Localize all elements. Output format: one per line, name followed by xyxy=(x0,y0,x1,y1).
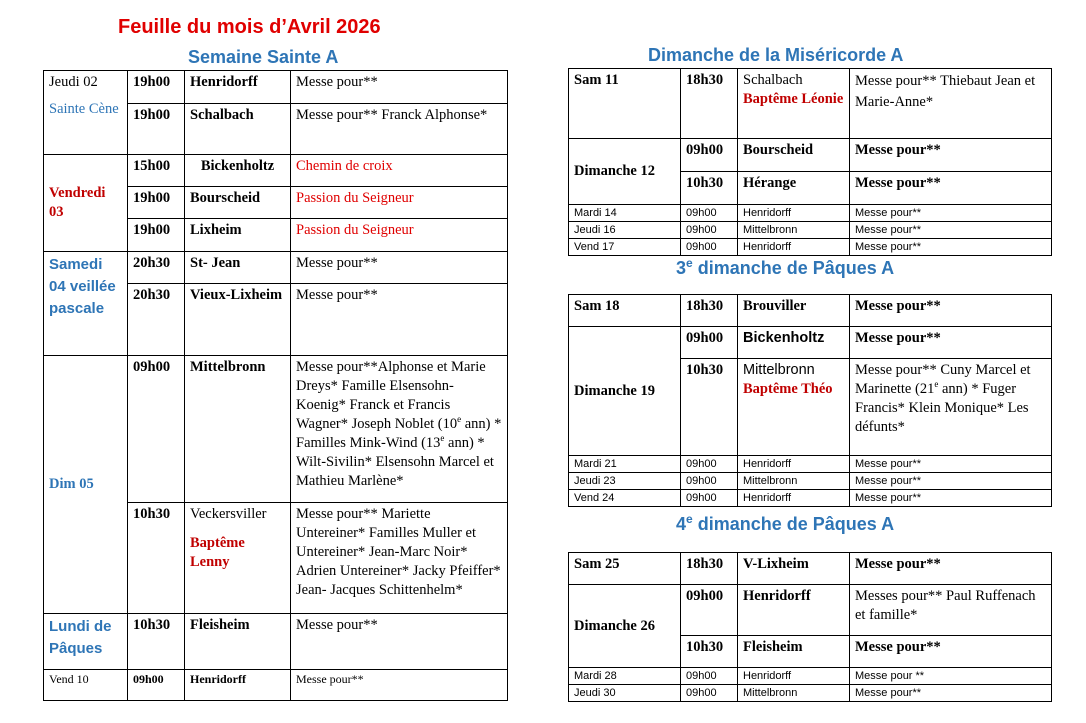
time-cell: 09h00 xyxy=(681,490,738,507)
time-cell: 19h00 xyxy=(128,71,185,104)
liturgy-label: Sainte Cène xyxy=(49,101,119,117)
mass-label: Messes pour** xyxy=(855,588,943,604)
table-row xyxy=(44,252,508,284)
place-cell: Mittelbronn xyxy=(185,356,291,503)
intention-names: ann) * Fuger Francis* Klein Monique* Les défunts* xyxy=(855,381,1029,435)
event-cell: Passion du Seigneur xyxy=(291,187,508,219)
intention-names: Thiebaut Jean et Marie-Anne* xyxy=(855,73,1036,110)
event-cell: Messe pour** xyxy=(850,473,1052,490)
baptism-label: Baptême Léonie xyxy=(743,91,844,107)
intention-cell xyxy=(291,104,508,155)
baptism-label: Baptême Théo xyxy=(743,381,833,397)
event-cell: Messe pour ** xyxy=(850,668,1052,685)
table-row xyxy=(44,71,508,104)
intention-cell xyxy=(850,69,1052,139)
day-cell: Dimanche 19 xyxy=(569,327,681,456)
mass-label: Messe pour** xyxy=(296,74,378,90)
event-cell: Messe pour** xyxy=(850,327,1052,359)
event-cell: Messe pour** xyxy=(291,284,508,356)
event-cell: Messe pour** xyxy=(850,139,1052,172)
place-label: Veckersviller xyxy=(190,506,267,522)
baptism-label: Baptême Lenny xyxy=(190,535,245,570)
week-table-fourth-sunday xyxy=(568,552,1052,702)
place-cell: Hérange xyxy=(738,172,850,205)
time-cell: 09h00 xyxy=(681,239,738,256)
time-cell: 10h30 xyxy=(681,359,738,456)
place-cell: Henridorff xyxy=(738,668,850,685)
day-cell: Dim 05 xyxy=(44,356,128,614)
day-cell: Mardi 28 xyxy=(569,668,681,685)
table-row xyxy=(569,69,1052,139)
time-cell: 09h00 xyxy=(681,327,738,359)
place-cell xyxy=(738,359,850,456)
table-row xyxy=(569,490,1052,507)
section-title-divine-mercy: Dimanche de la Miséricorde A xyxy=(648,45,904,65)
day-cell: Vend 17 xyxy=(569,239,681,256)
intention-names: ann) * Wilt-Sivilin* Elsensohn Marcel et Mathieu Marlène* xyxy=(296,435,494,489)
time-cell: 10h30 xyxy=(128,614,185,670)
event-cell: Messe pour** xyxy=(850,636,1052,668)
table-row xyxy=(569,553,1052,585)
table-row xyxy=(569,473,1052,490)
place-cell: St- Jean xyxy=(185,252,291,284)
day-cell: Jeudi 23 xyxy=(569,473,681,490)
table-row xyxy=(569,685,1052,702)
event-cell: Messe pour** xyxy=(291,252,508,284)
place-cell: Henridorff xyxy=(738,456,850,473)
place-cell: Mittelbronn xyxy=(738,685,850,702)
place-cell: Bourscheid xyxy=(185,187,291,219)
mass-label: Messe pour** xyxy=(855,362,937,378)
mass-label: Messe pour** xyxy=(296,359,378,375)
place-cell: Fleisheim xyxy=(185,614,291,670)
day-cell: Samedi 04 veillée pascale xyxy=(44,252,128,356)
day-cell: Vendredi 03 xyxy=(44,155,128,252)
time-cell: 20h30 xyxy=(128,284,185,356)
place-label: Mittelbronn xyxy=(743,362,815,378)
day-cell: Mardi 21 xyxy=(569,456,681,473)
time-cell: 09h00 xyxy=(681,473,738,490)
week-table-third-sunday xyxy=(568,294,1052,507)
event-cell: Messe pour** xyxy=(850,685,1052,702)
time-cell: 09h00 xyxy=(681,456,738,473)
time-cell: 19h00 xyxy=(128,104,185,155)
section-title-holy-week: Semaine Sainte A xyxy=(188,47,339,67)
place-cell xyxy=(738,69,850,139)
day-cell: Dimanche 26 xyxy=(569,585,681,668)
event-cell: Messe pour** xyxy=(291,670,508,701)
time-cell: 10h30 xyxy=(681,636,738,668)
event-cell: Messe pour** xyxy=(291,614,508,670)
event-cell: Messe pour** xyxy=(850,172,1052,205)
day-label: Jeudi 02 xyxy=(49,74,98,90)
place-cell: Mittelbronn xyxy=(738,222,850,239)
week-table-divine-mercy xyxy=(568,68,1052,256)
time-cell: 09h00 xyxy=(681,585,738,636)
place-cell: Schalbach xyxy=(185,104,291,155)
day-cell: Jeudi 30 xyxy=(569,685,681,702)
table-row xyxy=(44,670,508,701)
place-cell: Henridorff xyxy=(738,239,850,256)
time-cell: 09h00 xyxy=(681,685,738,702)
table-row xyxy=(569,456,1052,473)
table-row xyxy=(569,222,1052,239)
time-cell: 10h30 xyxy=(128,503,185,614)
event-cell: Chemin de croix xyxy=(291,155,508,187)
heading-number: 4 xyxy=(676,514,687,534)
heading-number: 3 xyxy=(676,258,687,278)
intention-cell xyxy=(291,71,508,104)
holy-week-table xyxy=(43,70,508,701)
intention-names: Franck Alphonse* xyxy=(377,107,488,123)
event-cell: Messe pour** xyxy=(850,553,1052,585)
table-row xyxy=(569,205,1052,222)
time-cell: 18h30 xyxy=(681,295,738,327)
event-cell: Messe pour** xyxy=(850,239,1052,256)
time-cell: 18h30 xyxy=(681,553,738,585)
day-cell: Vend 24 xyxy=(569,490,681,507)
intention-names: Mariette Untereiner* Familles Muller et Untereiner* Jean-Marc Noir* Adrien Untereiner* Jacky Pfeiffer* Jean- Jacques Schittenhelm* xyxy=(296,506,501,598)
day-cell: Vend 10 xyxy=(44,670,128,701)
intention-cell xyxy=(291,356,508,503)
day-cell xyxy=(44,71,128,155)
day-cell: Mardi 14 xyxy=(569,205,681,222)
event-cell: Passion du Seigneur xyxy=(291,219,508,252)
section-title-third-sunday xyxy=(676,258,894,279)
day-cell: Sam 18 xyxy=(569,295,681,327)
intention-names: ann) * Familles Mink-Wind (13 xyxy=(296,416,502,451)
place-label: Schalbach xyxy=(743,72,803,88)
intention-names: Cuny Marcel et Marinette (21 xyxy=(855,362,1031,397)
place-cell: Bickenholtz xyxy=(185,155,291,187)
event-cell: Messe pour** xyxy=(850,205,1052,222)
intention-cell xyxy=(850,359,1052,456)
table-row xyxy=(44,155,508,187)
section-title-fourth-sunday xyxy=(676,514,894,535)
superscript: e xyxy=(457,414,462,425)
place-cell: Bourscheid xyxy=(738,139,850,172)
time-cell: 09h00 xyxy=(681,205,738,222)
table-row xyxy=(569,139,1052,172)
time-cell: 19h00 xyxy=(128,187,185,219)
day-cell: Dimanche 12 xyxy=(569,139,681,205)
time-cell: 09h00 xyxy=(681,668,738,685)
time-cell: 18h30 xyxy=(681,69,738,139)
event-cell: Messe pour** xyxy=(850,490,1052,507)
table-row xyxy=(569,585,1052,636)
superscript: e xyxy=(686,256,693,270)
table-row xyxy=(569,327,1052,359)
place-cell: Fleisheim xyxy=(738,636,850,668)
intention-cell xyxy=(291,503,508,614)
intention-names: Alphonse et Marie Dreys* Famille Elsensohn-Koenig* Franck et Francis Wagner* Joseph Noblet (10 xyxy=(296,359,486,432)
day-cell: Lundi de Pâques xyxy=(44,614,128,670)
place-cell: Lixheim xyxy=(185,219,291,252)
table-row xyxy=(569,295,1052,327)
superscript: e xyxy=(686,512,693,526)
time-cell: 09h00 xyxy=(128,356,185,503)
place-cell: Bickenholtz xyxy=(738,327,850,359)
time-cell: 09h00 xyxy=(681,139,738,172)
table-row xyxy=(569,239,1052,256)
place-cell: V-Lixheim xyxy=(738,553,850,585)
time-cell: 09h00 xyxy=(681,222,738,239)
place-cell: Henridorff xyxy=(738,585,850,636)
mass-label: Messe pour** xyxy=(855,73,937,89)
place-cell: Henridorff xyxy=(185,670,291,701)
place-cell: Henridorff xyxy=(738,490,850,507)
day-cell: Sam 25 xyxy=(569,553,681,585)
mass-label: Messe pour** xyxy=(296,506,378,522)
heading-text: dimanche de Pâques A xyxy=(692,514,895,534)
place-cell: Brouviller xyxy=(738,295,850,327)
place-cell: Vieux-Lixheim xyxy=(185,284,291,356)
day-cell: Jeudi 16 xyxy=(569,222,681,239)
page-title: Feuille du mois d’Avril 2026 xyxy=(118,16,381,38)
table-row xyxy=(569,668,1052,685)
table-row xyxy=(44,614,508,670)
place-cell: Mittelbronn xyxy=(738,473,850,490)
superscript: e xyxy=(934,379,939,390)
time-cell: 10h30 xyxy=(681,172,738,205)
place-cell xyxy=(185,503,291,614)
time-cell: 15h00 xyxy=(128,155,185,187)
time-cell: 09h00 xyxy=(128,670,185,701)
time-cell: 19h00 xyxy=(128,219,185,252)
intention-cell xyxy=(850,585,1052,636)
event-cell: Messe pour** xyxy=(850,222,1052,239)
event-cell: Messe pour** xyxy=(850,295,1052,327)
superscript: e xyxy=(440,433,445,444)
event-cell: Messe pour** xyxy=(850,456,1052,473)
heading-text: dimanche de Pâques A xyxy=(692,258,895,278)
intention-names: Paul Ruffenach et famille* xyxy=(855,588,1036,623)
time-cell: 20h30 xyxy=(128,252,185,284)
day-cell: Sam 11 xyxy=(569,69,681,139)
mass-label: Messe pour** xyxy=(296,107,378,123)
place-cell: Henridorff xyxy=(738,205,850,222)
place-cell: Henridorff xyxy=(185,71,291,104)
table-row xyxy=(44,356,508,503)
